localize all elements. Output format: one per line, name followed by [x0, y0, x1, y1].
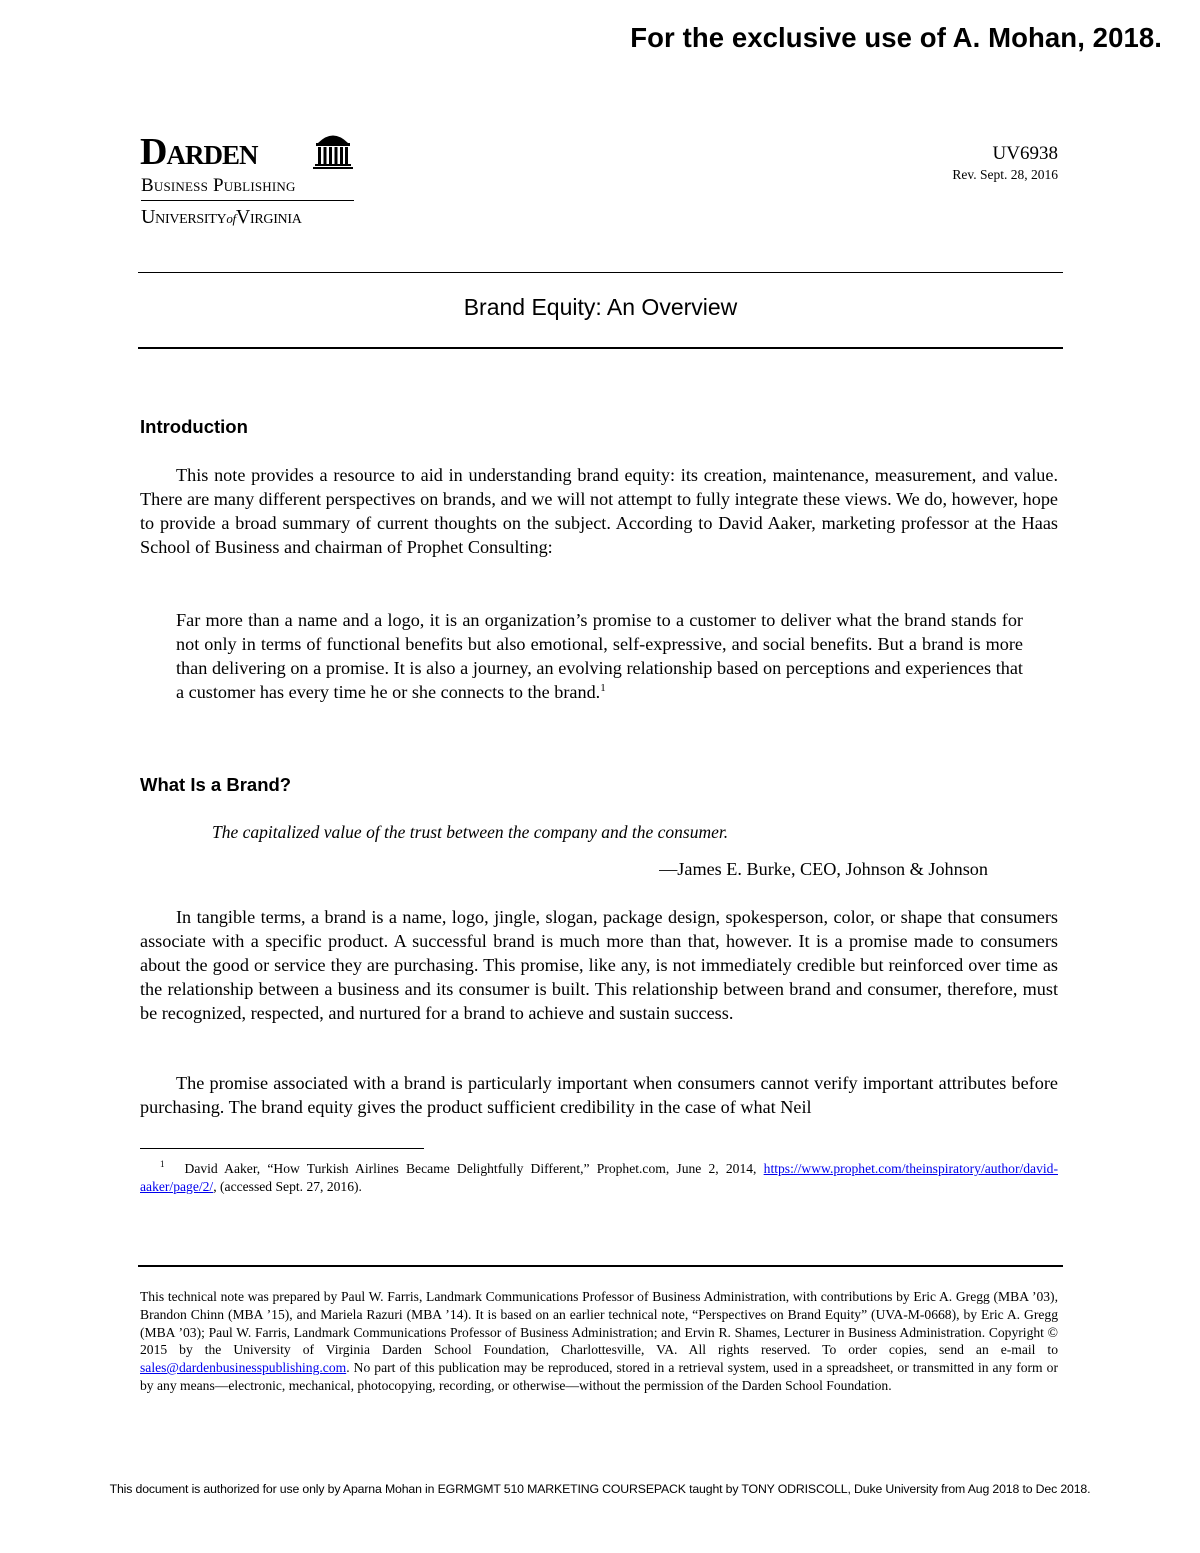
logo-divider	[141, 200, 354, 201]
revision-date: Rev. Sept. 28, 2016	[952, 167, 1058, 182]
exclusive-use-banner: For the exclusive use of A. Mohan, 2018.	[630, 22, 1162, 53]
footnote-separator	[140, 1148, 424, 1149]
authorization-notice: This document is authorized for use only by Aparna Mohan in EGRMGMT 510 MARKETING COURSEPACK taught by TONY ODRISCOLL, Duke University from Aug 2018 to Dec 2018.	[109, 1482, 1091, 1496]
document-title: Brand Equity: An Overview	[463, 294, 738, 320]
introduction-paragraph: This note provides a resource to aid in understanding brand equity: its creation, maintenance, measurement, and value. There are many different perspectives on brands, and we will not attempt to fully integrate these views. We do, however, hope to provide a broad summary of current thoughts on the subject. According to David Aaker, marketing professor at the Haas School of Business and chairman of Prophet Consulting:	[140, 465, 1058, 558]
email-link[interactable]: sales@dardenbusinesspublishing.com	[140, 1360, 347, 1376]
aaker-quote: Far more than a name and a logo, it is an organization’s promise to a customer to deliver what the brand stands for not only in terms of functional benefits but also emotional, self-expressive, and social benefits. But a brand is more than delivering on a promise. It is also a journey, an evolving relationship based on perceptions and experiences that a customer has every time he or she connects to the brand.$^1$	[176, 610, 1023, 703]
introduction-heading: Introduction	[140, 416, 248, 437]
epigraph-attribution: —James E. Burke, CEO, Johnson & Johnson	[659, 859, 988, 879]
credit-rule	[138, 1265, 1063, 1267]
footnote: $^1$ David Aaker, “How Turkish Airlines Became Delightfully Different,” Prophet.com, June 2, 2014, https://www.prophet.com/theinspiratory/author/david-aaker/page/2/, (accessed Sept. 27, 2016).	[140, 1159, 1058, 1194]
title-rule-top	[138, 272, 1063, 273]
logo-business-publishing-text: Business Publishing	[141, 175, 296, 196]
title-rule-bottom	[138, 347, 1063, 349]
footnote-ref: 1	[600, 682, 606, 695]
footnote-link[interactable]: https://www.prophet.com/theinspiratory/author/david-aaker/page/2/	[140, 1161, 1058, 1194]
brand-paragraph-2: The promise associated with a brand is particularly important when consumers cannot verify important attributes before purchasing. The brand equity gives the product sufficient credibility in the case of what Neil	[140, 1073, 1058, 1118]
footnote-number: 1	[160, 1159, 165, 1170]
case-number: UV6938	[992, 143, 1058, 164]
rotunda-icon	[312, 130, 354, 170]
logo-university-text: UniversityofVirginia	[141, 206, 302, 228]
epigraph-quote: The capitalized value of the trust between the company and the consumer.	[212, 822, 729, 842]
credit-note: This technical note was prepared by Paul W. Farris, Landmark Communications Professor of Business Administration, with contributions by Eric A. Gregg (MBA ’03), Brandon Chinn (MBA ’15), and Mariela Razuri (MBA ’14). It is based on an earlier technical note, “Perspectives on Brand Equity” (UVA-M-0668), by Eric A. Gregg (MBA ’03); Paul W. Farris, Landmark Communications Professor of Business Administration; and Ervin R. Shames, Lecturer in Business Administration. Copyright © 2015 by the University of Virginia Darden School Foundation, Charlottesville, VA. All rights reserved. To order copies, send an e-mail to sales@dardenbusinesspublishing.com. No part of this publication may be reproduced, stored in a retrieval system, used in a spreadsheet, or transmitted in any form or by any means—electronic, mechanical, photocopying, recording, or otherwise—without the permission of the Darden School Foundation.	[140, 1289, 1058, 1393]
darden-logo	[140, 128, 360, 232]
logo-darden-text: Darden	[140, 131, 258, 173]
what-is-brand-heading: What Is a Brand?	[140, 774, 292, 795]
brand-paragraph-1: In tangible terms, a brand is a name, logo, jingle, slogan, package design, spokesperson, color, or shape that consumers associate with a specific product. A successful brand is much more than that, however. It is a promise made to consumers about the good or service they are purchasing. This promise, like any, is not immediately credible but reinforced over time as the relationship between a business and its consumer is built. This relationship between brand and consumer, therefore, must be recognized, respected, and nurtured for a brand to achieve and sustain success.	[140, 907, 1058, 1024]
